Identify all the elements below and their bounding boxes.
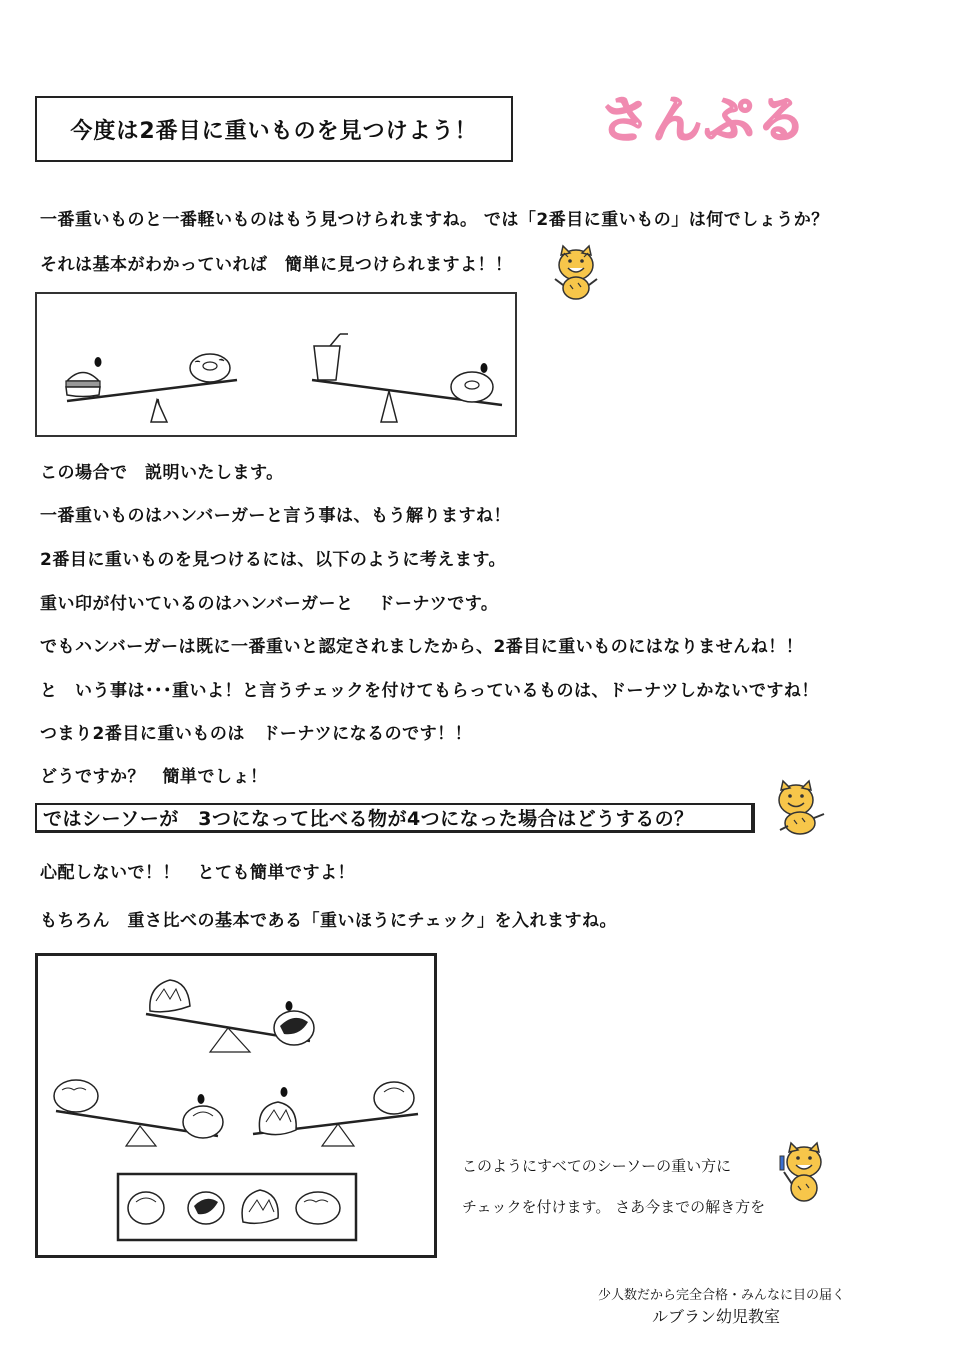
fulcrum-icon	[126, 1126, 156, 1146]
cream-puff-icon	[259, 1102, 296, 1135]
steamed-bun-icon	[183, 1106, 223, 1138]
dark-bun-icon	[188, 1192, 224, 1224]
explain-line-8: どうですか？ 簡単でしょ！	[40, 767, 268, 787]
explain-line-2: 一番重いものはハンバーガーと言う事は、もう解りますね！	[40, 506, 511, 526]
check-mark-icon	[481, 363, 488, 373]
intro-line-1: 一番重いものと一番軽いものはもう見つけられますね。 では「2番目に重いもの」は何でしょうか？	[40, 210, 829, 230]
drink-cup-icon	[314, 334, 348, 380]
cream-puff-icon	[150, 980, 190, 1012]
explain-line-1: この場合で 説明いたします。	[40, 463, 284, 483]
check-mark-icon	[286, 1001, 293, 1011]
fulcrum-icon	[151, 400, 167, 422]
section-subheading: ではシーソーが 3つになって比べる物が4つになった場合はどうするの？	[35, 803, 755, 833]
explain-line-7: つまり2番目に重いものは ドーナツになるのです！！	[40, 724, 473, 744]
followup-line-2: もちろん 重さ比べの基本である「重いほうにチェック」を入れますね。	[40, 911, 617, 931]
sample-stamp: さんぷる	[600, 91, 808, 149]
dark-bun-icon	[274, 1011, 314, 1045]
tiger-mascot-icon	[548, 245, 604, 301]
fulcrum-icon	[322, 1124, 354, 1146]
seesaw-panel-1	[35, 292, 517, 437]
explain-line-3: 2番目に重いものを見つけるには、以下のように考えます。	[40, 550, 506, 570]
hamburger-icon	[66, 373, 100, 397]
melon-bread-icon	[54, 1080, 98, 1112]
explain-line-5: でもハンバーガーは既に一番重いと認定されましたから、2番目に重いものにはなりませんね！！	[40, 637, 804, 657]
melon-bread-icon	[296, 1192, 340, 1224]
check-mark-icon	[95, 357, 102, 367]
steamed-bun-icon	[128, 1192, 164, 1224]
tiger-mascot-icon	[778, 1142, 828, 1204]
page-title: 今度は2番目に重いものを見つけよう！	[35, 96, 513, 162]
explain-line-6: と いう事は･･･重いよ！と言うチェックを付けてもらっているものは、ドーナツしかないですね！	[40, 681, 819, 701]
followup-line-1: 心配しないで！！ とても簡単ですよ！	[40, 863, 355, 883]
check-mark-icon	[198, 1094, 205, 1104]
fulcrum-icon	[210, 1028, 250, 1052]
intro-line-2: それは基本がわかっていれば 簡単に見つけられますよ！！	[40, 255, 513, 275]
fulcrum-icon	[381, 391, 397, 422]
seesaw-panel-2	[35, 953, 437, 1258]
footer-tagline: 少人数だから完全合格・みんなに目の届く	[598, 1288, 846, 1303]
tiger-mascot-icon	[770, 780, 830, 836]
donut-icon	[451, 372, 493, 402]
donut-icon	[190, 354, 230, 382]
explain-line-4: 重い印が付いているのはハンバーガーと ドーナツです。	[40, 594, 499, 614]
footer-school-name: ルブラン幼児教室	[652, 1307, 781, 1326]
side-note-line-1: このようにすべてのシーソーの重い方に	[462, 1157, 732, 1175]
check-mark-icon	[281, 1087, 288, 1097]
side-note-line-2: チェックを付けます。 さあ今までの解き方を	[462, 1198, 766, 1216]
steamed-bun-icon	[374, 1082, 414, 1114]
